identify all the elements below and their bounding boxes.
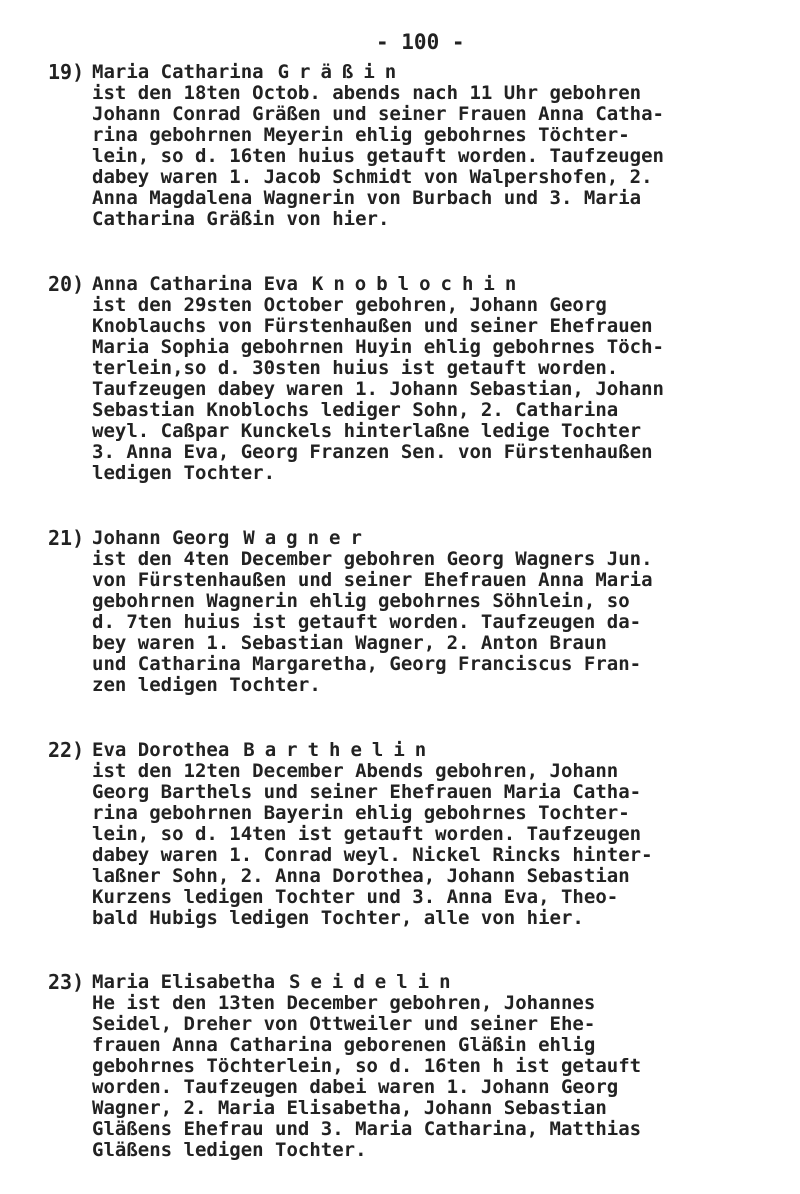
entry-heading bbox=[92, 740, 436, 761]
entry-text bbox=[92, 993, 782, 1161]
text-line: ledigen Tochter. bbox=[92, 462, 276, 484]
entry-text bbox=[92, 295, 782, 484]
text-line: Maria Sophia gebohrnen Huyin ehlig gebohrnes Töch- bbox=[92, 336, 664, 358]
entry-number: 20) bbox=[48, 272, 85, 296]
text-line: gebohrnes Töchterlein, so d. 16ten h ist getauft bbox=[92, 1055, 642, 1077]
text-line: Georg Barthels und seiner Ehefrauen Maria Catha- bbox=[92, 781, 642, 803]
text-line: ist den 12ten December Abends gebohren, Johann bbox=[92, 760, 619, 782]
given-names: Maria Catharina bbox=[92, 61, 264, 83]
text-line: Seidel, Dreher von Ottweiler und seiner Ehe- bbox=[92, 1013, 596, 1035]
text-line: bald Hubigs ledigen Tochter, alle von hier. bbox=[92, 907, 584, 929]
text-line: worden. Taufzeugen dabei waren 1. Johann Georg bbox=[92, 1076, 619, 1098]
text-line: dabey waren 1. Jacob Schmidt von Walpershofen, 2. bbox=[92, 166, 653, 188]
entry-heading bbox=[92, 528, 372, 549]
entry-text bbox=[92, 83, 782, 230]
text-line: rina gebohrnen Meyerin ehlig gebohrnes Töchter- bbox=[92, 124, 630, 146]
text-line: Gläßens ledigen Tochter. bbox=[92, 1139, 367, 1161]
surname: Barthelin bbox=[243, 739, 437, 761]
entry-number: 19) bbox=[48, 60, 85, 84]
entry-heading bbox=[92, 274, 526, 295]
text-line: He ist den 13ten December gebohren, Johannes bbox=[92, 992, 596, 1014]
text-line: Gläßens Ehefrau und 3. Maria Catharina, Matthias bbox=[92, 1118, 642, 1140]
surname: Knoblochin bbox=[311, 273, 527, 295]
text-line: zen ledigen Tochter. bbox=[92, 674, 321, 696]
entry-heading bbox=[92, 972, 461, 993]
entry-text bbox=[92, 549, 782, 696]
text-line: gebohrnen Wagnerin ehlig gebohrnes Söhnlein, so bbox=[92, 590, 630, 612]
text-line: laßner Sohn, 2. Anna Dorothea, Johann Sebastian bbox=[92, 865, 630, 887]
text-line: Knoblauchs von Fürstenhaußen und seiner Ehefrauen bbox=[92, 315, 653, 337]
page-number: - 100 - bbox=[376, 30, 465, 54]
entry-number: 21) bbox=[48, 526, 85, 550]
text-line: d. 7ten huius ist getauft worden. Taufzeugen da- bbox=[92, 611, 642, 633]
text-line: frauen Anna Catharina geborenen Gläßin ehlig bbox=[92, 1034, 596, 1056]
text-line: lein, so d. 16ten huius getauft worden. Taufzeugen bbox=[92, 145, 664, 167]
text-line: rina gebohrnen Bayerin ehlig gebohrnes Tochter- bbox=[92, 802, 630, 824]
entry-text bbox=[92, 761, 782, 929]
text-line: Kurzens ledigen Tochter und 3. Anna Eva, Theo- bbox=[92, 886, 619, 908]
text-line: Wagner, 2. Maria Elisabetha, Johann Sebastian bbox=[92, 1097, 607, 1119]
text-line: Catharina Gräßin von hier. bbox=[92, 208, 390, 230]
text-line: ist den 4ten December gebohren Georg Wagners Jun. bbox=[92, 548, 653, 570]
entry-number: 22) bbox=[48, 738, 85, 762]
entry-heading bbox=[92, 62, 406, 83]
surname: Wagner bbox=[243, 527, 372, 549]
entry-number: 23) bbox=[48, 970, 85, 994]
text-line: von Fürstenhaußen und seiner Ehefrauen Anna Maria bbox=[92, 569, 653, 591]
text-line: Taufzeugen dabey waren 1. Johann Sebastian, Johann bbox=[92, 378, 664, 400]
text-line: terlein,so d. 30sten huius ist getauft worden. bbox=[92, 357, 619, 379]
text-line: Anna Magdalena Wagnerin von Burbach und 3. Maria bbox=[92, 187, 642, 209]
text-line: 3. Anna Eva, Georg Franzen Sen. von Fürstenhaußen bbox=[92, 441, 653, 463]
given-names: Maria Elisabetha bbox=[92, 971, 276, 993]
surname: Seidelin bbox=[289, 971, 461, 993]
text-line: dabey waren 1. Conrad weyl. Nickel Rincks hinter- bbox=[92, 844, 653, 866]
text-line: ist den 29sten October gebohren, Johann Georg bbox=[92, 294, 607, 316]
text-line: ist den 18ten Octob. abends nach 11 Uhr gebohren bbox=[92, 82, 642, 104]
given-names: Johann Georg bbox=[92, 527, 230, 549]
given-names: Anna Catharina Eva bbox=[92, 273, 298, 295]
given-names: Eva Dorothea bbox=[92, 739, 230, 761]
text-line: lein, so d. 14ten ist getauft worden. Taufzeugen bbox=[92, 823, 642, 845]
text-line: weyl. Caßpar Kunckels hinterlaßne ledige Tochter bbox=[92, 420, 642, 442]
text-line: Johann Conrad Gräßen und seiner Frauen Anna Catha- bbox=[92, 103, 664, 125]
text-line: Sebastian Knoblochs lediger Sohn, 2. Catharina bbox=[92, 399, 619, 421]
text-line: bey waren 1. Sebastian Wagner, 2. Anton Braun bbox=[92, 632, 607, 654]
text-line: und Catharina Margaretha, Georg Franciscus Fran- bbox=[92, 653, 642, 675]
surname: Gräßin bbox=[277, 61, 407, 83]
